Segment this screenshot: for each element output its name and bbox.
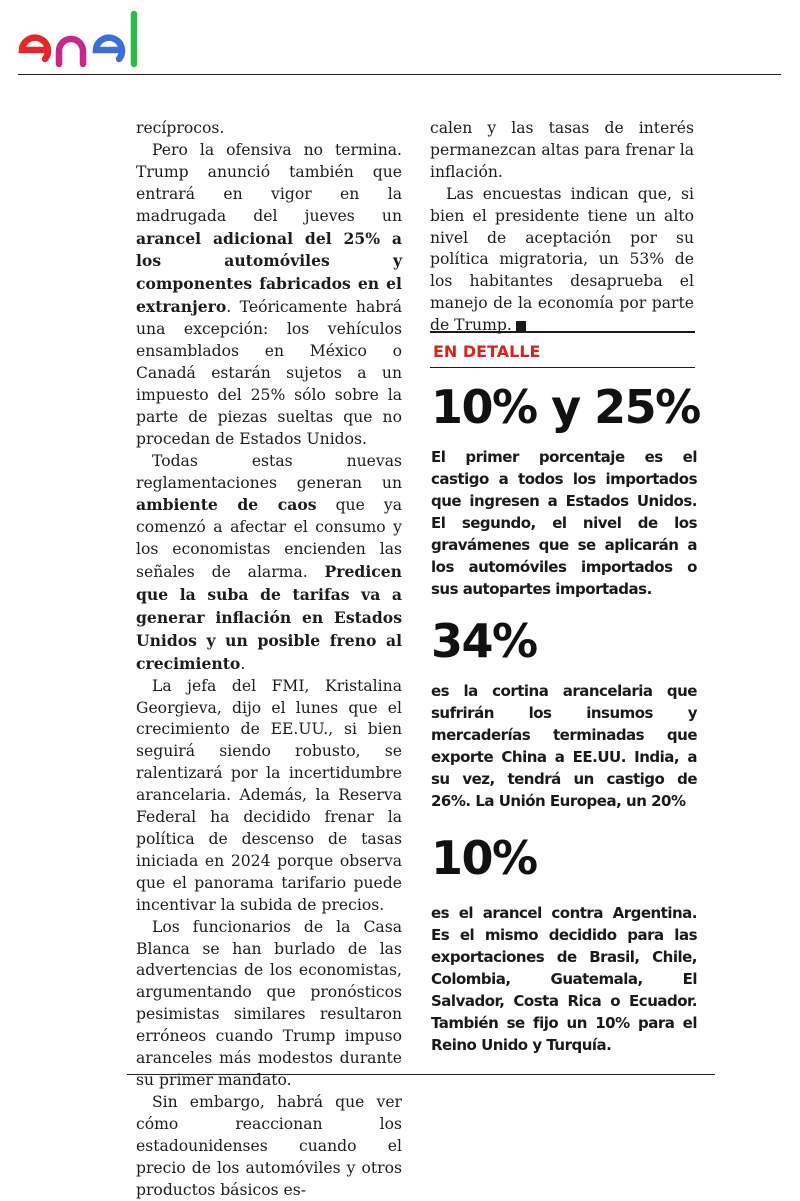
article-paragraph xyxy=(136,451,402,676)
body-text: recíprocos. xyxy=(136,119,225,137)
stat-3-paragraph: es el arancel contra Argentina. Es el mismo decidido para las exportaciones de Brasil, Chile, Colombia, Guatemala, El Salvador, Costa Rica o Ecuador. También se fijo un 10% para el Reino Unido y Turquía. xyxy=(431,904,697,1054)
article-column-1 xyxy=(136,118,402,1199)
stat-1: 10% y 25% xyxy=(431,380,700,434)
stat-1-text xyxy=(431,446,697,600)
stat-2-text xyxy=(431,680,697,812)
article-column-2 xyxy=(430,118,694,337)
footer-rule xyxy=(127,1074,715,1075)
body-text: Pero la ofensiva no termina. Trump anunció también que entrará en vigor en la madrugada del jueves un xyxy=(136,140,402,225)
article-paragraph xyxy=(136,1092,402,1201)
end-of-article-mark xyxy=(516,321,526,331)
highlight-text: Predicen que la suba de tarifas va a generar inflación en Estados Unidos y un posible freno al crecimiento xyxy=(136,562,402,673)
body-text: La jefa del FMI, Kristalina Georgieva, dijo el lunes que el crecimiento de EE.UU., si bien seguirá siendo robusto, se ralentizará por la incertidumbre arancelaria. Además, la Reserva Federal ha decidido frenar la política de descenso de tasas iniciada en 2024 porque observa que el panorama tarifario puede incentivar la subida de precios. xyxy=(136,676,402,914)
article-paragraph xyxy=(136,676,402,917)
article-paragraph xyxy=(430,184,694,337)
stat-2-paragraph: es la cortina arancelaria que sufrirán los insumos y mercaderías terminadas que exporte China a EE.UU. India, a su vez, tendrá un castigo de 26%. La Unión Europea, un 20% xyxy=(431,682,697,810)
body-text: calen y las tasas de interés permanezcan altas para frenar la inflación. xyxy=(430,119,694,181)
detail-label-rule xyxy=(430,367,695,368)
body-text: Sin embargo, habrá que ver cómo reaccionan los estadounidenses cuando el precio de los automóviles y otros productos básicos es- xyxy=(136,1092,402,1199)
detail-label: EN DETALLE xyxy=(433,342,541,361)
stat-2: 34% xyxy=(431,614,537,668)
body-text: Los funcionarios de la Casa Blanca se han burlado de las advertencias de los economistas, argumentando que pronósticos pesimistas similares resultaron erróneos cuando Trump impuso aranceles más modestos durante su primer mandato. xyxy=(136,917,402,1089)
article-paragraph xyxy=(430,118,694,184)
body-text: . xyxy=(240,654,246,673)
highlight-text: ambiente de caos xyxy=(136,495,317,515)
enel-logo xyxy=(18,6,178,72)
body-text: Las encuestas indican que, si bien el presidente tiene un alto nivel de aceptación por su política migratoria, un 53% de los habitantes desaprueba el manejo de la economía por parte de Trump. xyxy=(430,184,694,335)
body-text: . Teóricamente habrá una excepción: los vehículos ensamblados en México o Canadá estarán sujetos a un impuesto del 25% sólo sobre la parte de piezas sueltas que no procedan de Estados Unidos. xyxy=(136,298,402,448)
header-rule xyxy=(18,74,781,75)
body-text: que ya comenzó a afectar el consumo y los economistas encienden las señales de alarma. xyxy=(136,496,402,582)
stat-3-text xyxy=(431,902,697,1056)
stat-1-paragraph: El primer porcentaje es el castigo a todos los importados que ingresen a Estados Unidos. El segundo, el nivel de los gravámenes que se aplicarán a los automóviles importados o sus autopartes importadas. xyxy=(431,448,697,598)
highlight-text: arancel adicional del 25% a los automóviles y componentes fabricados en el extranjero xyxy=(136,228,402,317)
stat-3: 10% xyxy=(431,831,537,885)
body-text: Todas estas nuevas reglamentaciones generan un xyxy=(136,451,402,492)
article-paragraph xyxy=(136,917,402,1092)
article-paragraph xyxy=(136,118,402,140)
article-paragraph xyxy=(136,140,402,451)
detail-box xyxy=(430,331,695,368)
enel-logo-graphic xyxy=(18,6,178,72)
